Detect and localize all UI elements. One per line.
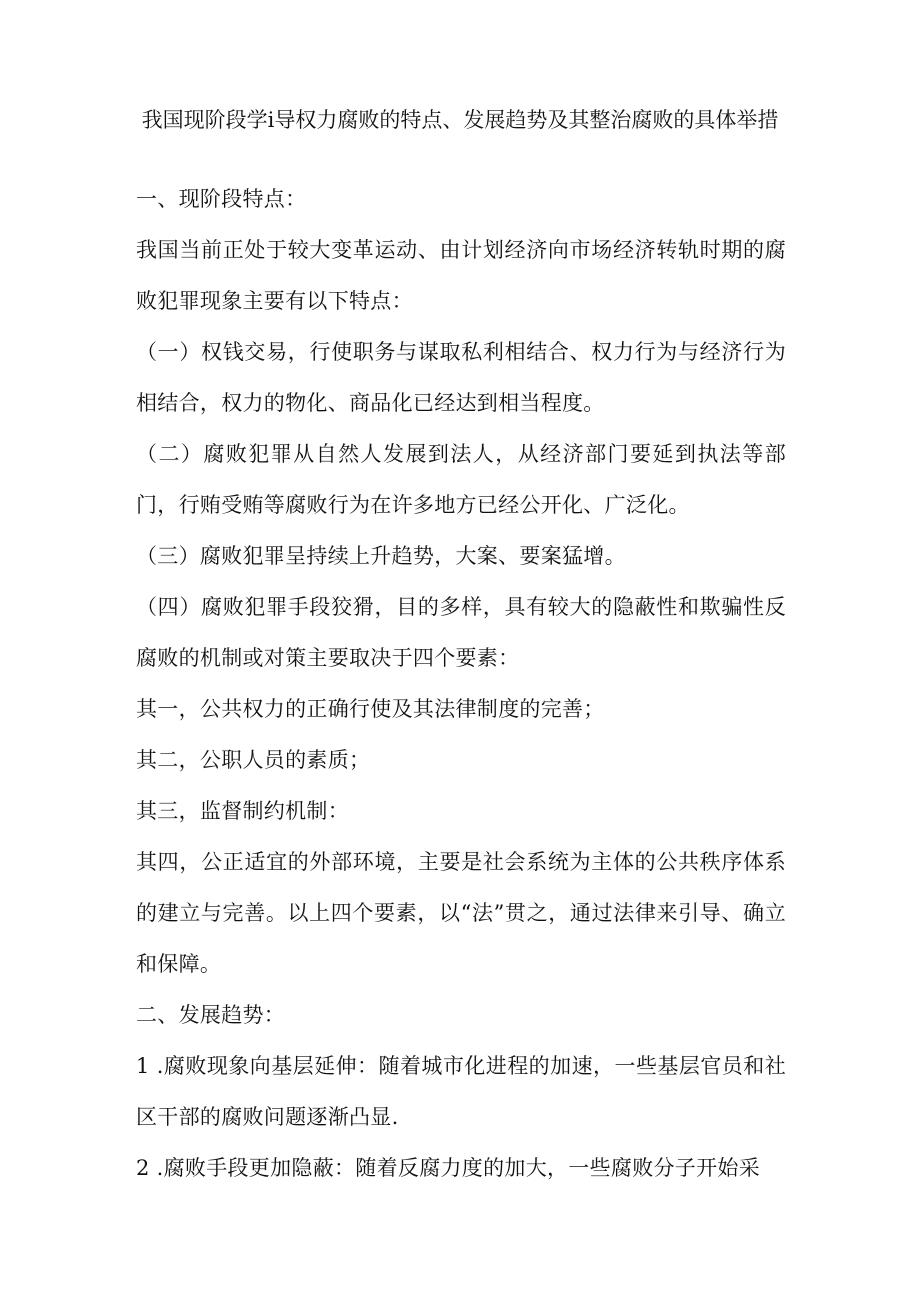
document-body (136, 174, 786, 1194)
paragraph-point-3: （三）腐败犯罪呈持续上升趋势，大案、要案猛增。 (136, 544, 626, 568)
section-heading-trends: 二、发展趋势： (136, 1003, 286, 1027)
section-heading-features: 一、现阶段特点： (136, 187, 307, 211)
paragraph-element-3: 其三，监督制约机制： (136, 799, 349, 823)
paragraph-trend-2: 2 .腐败手段更加隐蔽：随着反腐力度的加大，一些腐败分子开始采 (136, 1156, 761, 1180)
paragraph-point-1: （一）权钱交易，行使职务与谋取私利相结合、权力行为与经济行为相结合，权力的物化、商品化已经达到相当程度。 (136, 340, 786, 415)
paragraph-element-2: 其二，公职人员的素质； (136, 748, 371, 772)
paragraph-trend-1: 1 .腐败现象向基层延伸：随着城市化进程的加速，一些基层官员和社区干部的腐败问题逐渐凸显. (136, 1054, 786, 1129)
paragraph-intro: 我国当前正处于较大变革运动、由计划经济向市场经济转轨时期的腐败犯罪现象主要有以下特点： (136, 238, 786, 313)
document-title: 我国现阶段学i导权力腐败的特点、发展趋势及其整治腐败的具体举措 (141, 108, 779, 132)
paragraph-point-2: （二）腐败犯罪从自然人发展到法人，从经济部门要延到执法等部门，行贿受贿等腐败行为在许多地方已经公开化、广泛化。 (136, 442, 786, 517)
paragraph-point-4: （四）腐败犯罪手段狡猾，目的多样，具有较大的隐蔽性和欺骗性反腐败的机制或对策主要取决于四个要素： (136, 595, 786, 670)
paragraph-element-4: 其四，公正适宜的外部环境，主要是社会系统为主体的公共秩序体系的建立与完善。以上四个要素，以“法”贯之，通过法律来引导、确立和保障。 (136, 850, 786, 976)
paragraph-element-1: 其一，公共权力的正确行使及其法律制度的完善； (136, 697, 605, 721)
